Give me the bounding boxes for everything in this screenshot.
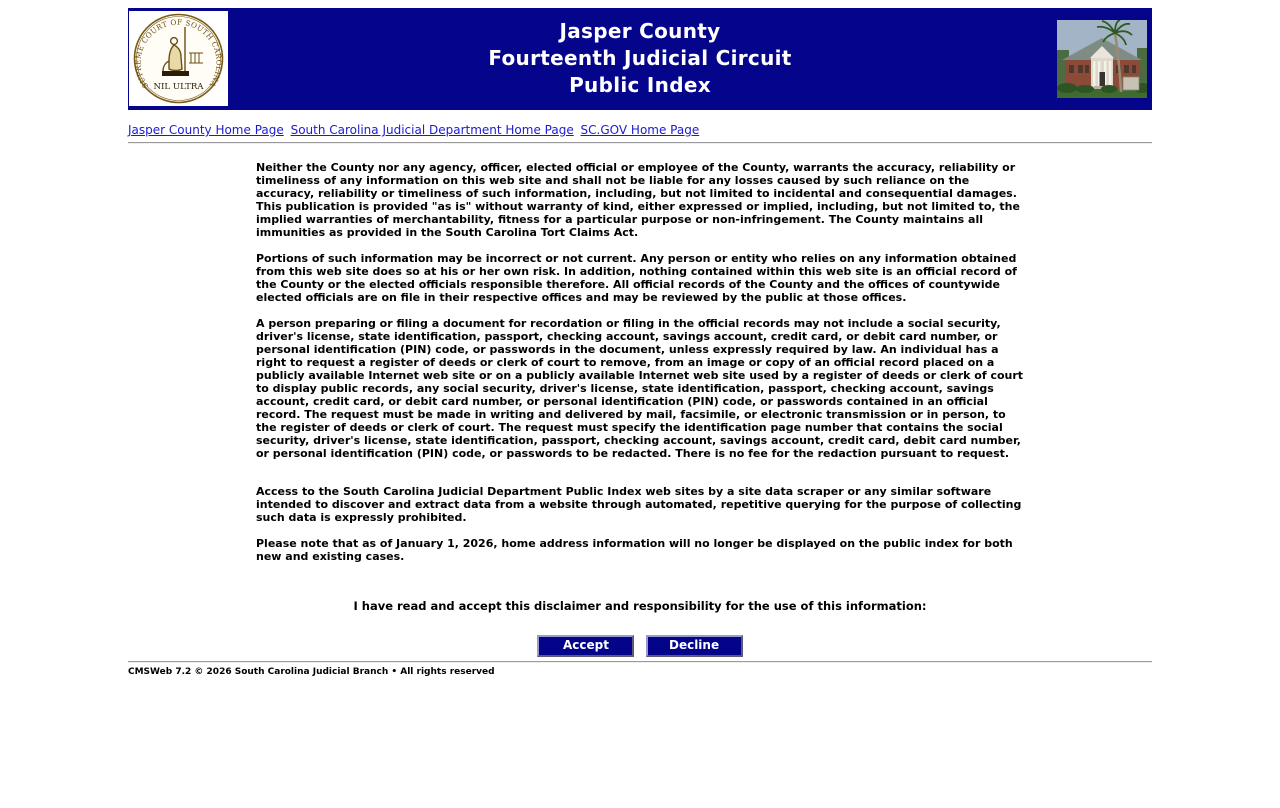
disclaimer-text (256, 161, 1024, 563)
courthouse-photo (1057, 20, 1147, 98)
header-title-line3: Public Index (569, 73, 711, 97)
disclaimer-paragraph-1: Neither the County nor any agency, officer, elected official or employee of the County, warrants the accuracy, reliability or timeliness of any information on this web site and shall not be liable for any losses caused by such reliance on the accuracy, reliability or timeliness of such information, including, but not limited to incidental and consequential damages. This publication is provided "as is" without warranty of kind, either expressed or implied, including, but not limited to, the implied warranties of merchantability, fitness for a particular purpose or non-infringement. The County maintains all immunities as provided in the South Carolina Tort Claims Act. (256, 161, 1020, 239)
decline-button[interactable]: Decline (646, 635, 743, 657)
page-container (128, 8, 1152, 677)
nav-link-sc-judicial-department-home[interactable]: South Carolina Judicial Department Home Page (290, 123, 574, 137)
disclaimer-paragraph-3: A person preparing or filing a document for recordation or filing in the official records may not include a social security, driver's license, state identification, passport, checking account, savings account, credit card, or debit card number, or personal identification (PIN) code, or passwords in the document, unless expressly required by law. An individual has a right to request a register of deeds or clerk of court to remove, from an image or copy of an official record placed on a publicly available Internet web site or on a publicly available Internet web site used by a register of deeds or clerk of court to display public records, any social security, driver's license, state identification, passport, checking account, savings account, credit card, or debit card number, or personal identification (PIN) code, or passwords contained in an official record. The request must be made in writing and delivered by mail, facsimile, or electronic transmission or in person, to the register of deeds or clerk of court. The request must specify the identification page number that contains the social security, driver's license, state identification, passport, checking account, savings account, credit card, debit card number, or personal identification (PIN) code, or passwords to be redacted. There is no fee for the redaction pursuant to request. (256, 317, 1024, 460)
accept-button[interactable]: Accept (537, 635, 634, 657)
disclaimer-paragraph-2: Portions of such information may be incorrect or not current. Any person or entity who relies on any information obtained from this web site does so at his or her own risk. In addition, nothing contained within this web site is an official record of the County or the elected officials responsible therefore. All official records of the County and the offices of countywide elected officials are on file in their respective offices and may be reviewed by the public at those offices. (256, 252, 1017, 304)
disclaimer-paragraph-4: Access to the South Carolina Judicial Department Public Index web sites by a site data scraper or any similar software intended to discover and extract data from a website through automated, repetitive querying for the purpose of collecting such data is expressly prohibited. (256, 485, 1022, 524)
disclaimer-paragraph-5: Please note that as of January 1, 2026, home address information will no longer be displayed on the public index for both new and existing cases. (256, 537, 1013, 563)
nav-divider (128, 142, 1152, 144)
header-title-line2: Fourteenth Judicial Circuit (488, 46, 792, 70)
header-title-line1: Jasper County (559, 19, 721, 43)
courthouse-image (1057, 20, 1147, 98)
seal-motto-text: NIL ULTRA (153, 82, 204, 92)
nav-link-jasper-county-home[interactable]: Jasper County Home Page (128, 123, 284, 137)
header-banner (128, 8, 1152, 110)
nav-link-scgov-home[interactable]: SC.GOV Home Page (580, 123, 700, 137)
accept-prompt: I have read and accept this disclaimer and responsibility for the use of this information: (353, 599, 927, 613)
header-title (128, 18, 1152, 99)
footer-text: CMSWeb 7.2 © 2026 South Carolina Judicial Branch • All rights reserved (128, 667, 495, 677)
footer-divider (128, 661, 1152, 663)
nav-links (128, 123, 1152, 137)
button-row (128, 635, 1152, 657)
seal-ring-text: SUPREME COURT OF SOUTH CAROLINA (133, 17, 224, 91)
